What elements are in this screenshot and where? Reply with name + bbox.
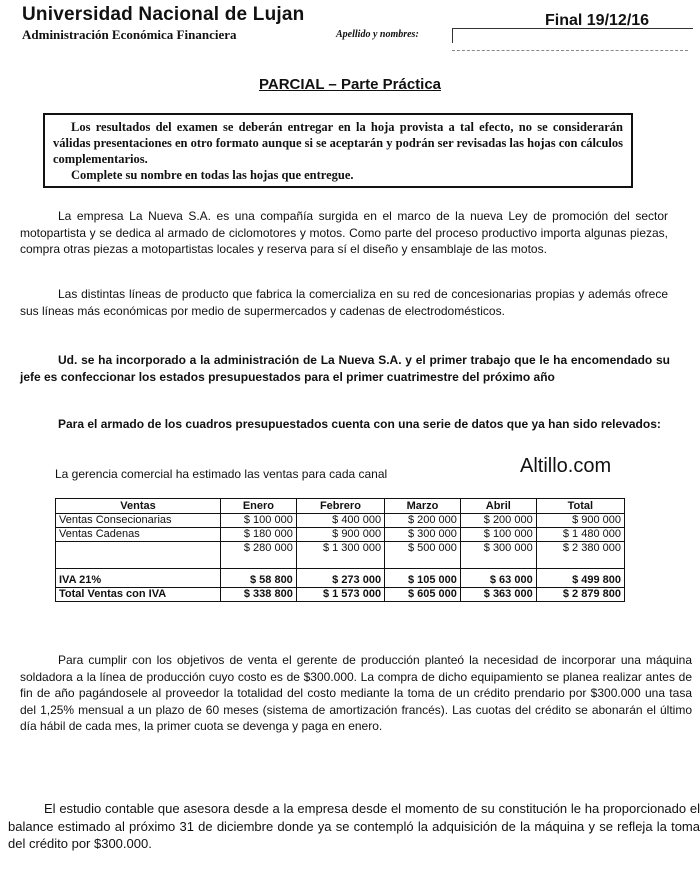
table-header: Total [536,499,624,514]
table-cell: $ 500 000 [385,542,461,569]
name-underline [452,50,688,51]
table-row [56,514,625,528]
table-cell: $ 900 000 [536,514,624,528]
company-intro-paragraph: La empresa La Nueva S.A. es una compañía surgida en el marco de la nueva Ley de promoción del sector motopartista y se dedica al armado de ciclomotores y motos. Como parte del proceso productivo importa algunas piezas, compra otras piezas a motopartistas locales y reserva para sí el diseño y ensamblaje de las motos. [20,209,668,256]
row-label [56,542,221,569]
table-cell: $ 200 000 [385,514,461,528]
machine-purchase-paragraph: Para cumplir con los objetivos de venta el gerente de producción planteó la necesidad de incorporar una máquina soldadora a la línea de producción cuyo costo es de $300.000. La compra de dicho equipamiento se planea realizar antes de fin de año pagándosele al proveedor la totalidad del costo mediante la toma de un crédito prendario por $300.000 una tasa del 1,25% mensual a un plazo de 60 meses (sistema de amortización francés). Las cuotas del crédito se abonarán el último día hábil de cada mes, la primer cuota se devenga y paga en enero. [20,653,692,733]
data-intro-paragraph: Para el armado de los cuadros presupuestados cuenta con una serie de datos que ya han sido relevados: [58,417,661,431]
table-cell: $ 1 300 000 [296,542,384,569]
table-header: Marzo [385,499,461,514]
table-header: Abril [460,499,536,514]
table-cell: $ 1 480 000 [536,528,624,542]
table-cell: $ 200 000 [460,514,536,528]
table-cell: $ 1 573 000 [296,588,384,602]
table-row [56,588,625,602]
table-cell: $ 2 879 800 [536,588,624,602]
table-row [56,569,625,588]
table-cell: $ 100 000 [221,514,297,528]
watermark: Altillo.com [520,455,612,477]
table-header: Ventas [56,499,221,514]
table-cell: $ 363 000 [460,588,536,602]
table-row [56,542,625,569]
table-cell: $ 58 800 [221,569,297,588]
table-cell: $ 100 000 [460,528,536,542]
name-label: Apellido y nombres: [336,29,419,40]
university-name: Universidad Nacional de Lujan [22,4,305,25]
table-cell: $ 400 000 [296,514,384,528]
table-cell: $ 338 800 [221,588,297,602]
row-label: Ventas Cadenas [56,528,221,542]
balance-paragraph: El estudio contable que asesora desde a la empresa desde el momento de su constitución le ha proporcionado el balance estimado al próximo 31 de diciembre donde ya se contempló la adquisición de la máquina y se refleja la toma del crédito por $300.000. [8,801,700,851]
row-label: IVA 21% [56,569,221,588]
name-field [452,28,693,43]
notice-text: Los resultados del examen se deberán entregar en la hoja provista a tal efecto, no se considerarán válidas presentaciones en otro formato aunque si se aceptarán y podrán ser revisadas las hojas con cálculos complementarios. [53,120,623,166]
sales-estimate-caption: La gerencia comercial ha estimado las ventas para cada canal [55,467,388,481]
assignment-paragraph: Ud. se ha incorporado a la administración de La Nueva S.A. y el primer trabajo que le ha encomendado su jefe es confeccionar los estados presupuestados para el primer cuatrimestre del próximo año [20,353,670,384]
table-cell: $ 280 000 [221,542,297,569]
table-cell: $ 63 000 [460,569,536,588]
product-lines-paragraph: Las distintas líneas de producto que fabrica la comercializa en su red de concesionarias propias y además ofrece sus líneas más económicas por medio de supermercados y cadenas de electrodomésticos. [20,287,668,318]
notice-name-reminder: Complete su nombre en todas las hojas que entregue. [71,168,354,182]
table-cell: $ 300 000 [460,542,536,569]
table-cell: $ 105 000 [385,569,461,588]
table-row [56,528,625,542]
table-cell: $ 273 000 [296,569,384,588]
table-cell: $ 2 380 000 [536,542,624,569]
row-label: Ventas Consecionarias [56,514,221,528]
table-cell: $ 180 000 [221,528,297,542]
table-cell: $ 499 800 [536,569,624,588]
row-label: Total Ventas con IVA [56,588,221,602]
page-title [0,76,700,93]
course-name: Administración Económica Financiera [22,27,237,42]
exam-date: Final 19/12/16 [545,12,650,29]
table-cell: $ 300 000 [385,528,461,542]
table-header: Febrero [296,499,384,514]
table-header: Enero [221,499,297,514]
sales-table [55,498,625,602]
table-header-row [56,499,625,514]
table-cell: $ 900 000 [296,528,384,542]
notice-box [43,113,633,188]
page-title-text: PARCIAL – Parte Práctica [258,76,442,93]
table-cell: $ 605 000 [385,588,461,602]
